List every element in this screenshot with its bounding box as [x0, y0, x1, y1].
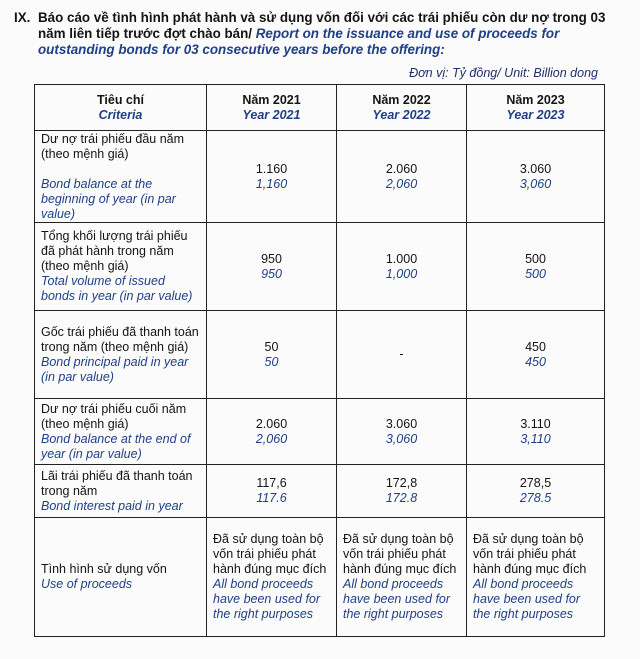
table-row [35, 311, 605, 399]
criteria-en: Bond balance at the end of year (in par value) [41, 431, 191, 461]
value-vi: 172,8 [385, 476, 418, 490]
value-en: 1,000 [385, 266, 418, 281]
value-en: 278.5 [519, 491, 552, 505]
criteria-vi: Tình hình sử dụng vốn [41, 562, 167, 576]
value-vi: 450 [525, 339, 546, 354]
column-header-2021 [207, 85, 337, 131]
criteria-cell [35, 399, 207, 465]
column-header-en: Year 2022 [372, 107, 431, 122]
use-of-proceeds-en: All bond proceeds have been used for the right purposes [213, 577, 321, 621]
value-en: 500 [525, 266, 546, 281]
table-row [35, 223, 605, 311]
column-header-vi: Năm 2021 [242, 92, 301, 107]
criteria-cell [35, 223, 207, 311]
criteria-en: Total volume of issued bonds in year (in par value) [41, 274, 193, 303]
value-cell-2021 [207, 311, 337, 399]
criteria-vi: Dư nợ trái phiếu đầu năm (theo mệnh giá) [41, 131, 185, 161]
value-vi: 3.110 [520, 416, 551, 431]
section-heading-en: Report on the issuance and use of proceeds for outstanding bonds for 03 consecutive years before the offering: [38, 26, 560, 57]
column-header-vi: Năm 2022 [372, 92, 431, 107]
value-vi: 1.000 [385, 251, 418, 266]
criteria-cell [35, 465, 207, 518]
value-vi: 2.060 [385, 161, 418, 176]
value-en: 3,060 [519, 176, 552, 191]
criteria-en: Use of proceeds [41, 577, 133, 591]
value-en: 50 [264, 354, 279, 369]
value-cell-2022 [337, 223, 467, 311]
value-en: 950 [261, 266, 282, 281]
value-en: 117.6 [256, 491, 287, 505]
column-header-vi: Tiêu chí [96, 92, 144, 107]
value-vi: 500 [525, 251, 546, 266]
table-row [35, 399, 605, 465]
value-vi: 3.060 [519, 161, 552, 176]
criteria-cell [35, 311, 207, 399]
column-header-2022 [337, 85, 467, 131]
table-header-row [35, 85, 605, 131]
table-row [35, 518, 605, 637]
value-vi: 117,6 [256, 476, 287, 490]
value-cell-2022 [337, 131, 467, 223]
criteria-vi: Lãi trái phiếu đã thanh toán trong năm [41, 468, 193, 498]
criteria-en: Bond interest paid in year [41, 498, 183, 513]
criteria-cell [35, 518, 207, 637]
column-header-en: Criteria [98, 107, 143, 122]
section-heading-vi: Báo cáo về tình hình phát hành và sử dụng vốn đối với các trái phiếu còn dư nợ trong 03 năm liên tiếp trước đợt chào bán/ [38, 10, 606, 41]
value-en: 3,110 [520, 431, 551, 446]
section-heading-text [38, 10, 626, 58]
value-cell-2022 [337, 311, 467, 399]
value-en: 2,060 [385, 176, 418, 191]
criteria-en: Bond balance at the beginning of year (in par value) [41, 176, 176, 221]
value-en: 1,160 [255, 176, 288, 191]
value-en: 3,060 [385, 431, 418, 446]
value-vi: 1.160 [255, 161, 288, 176]
use-of-proceeds-vi: Đã sử dụng toàn bộ vốn trái phiếu phát hành đúng mục đích [343, 532, 457, 576]
unit-note: Đơn vị: Tỷ đồng/ Unit: Billion dong [409, 66, 598, 80]
value-cell-2023 [467, 465, 605, 518]
value-cell-2021 [207, 223, 337, 311]
table-row [35, 131, 605, 223]
value-vi: 278,5 [519, 476, 552, 490]
value-cell-2022 [337, 399, 467, 465]
value-vi: 2.060 [255, 416, 288, 431]
column-header-en: Year 2023 [506, 107, 565, 122]
use-of-proceeds-vi: Đã sử dụng toàn bộ vốn trái phiếu phát hành đúng mục đích [473, 532, 587, 576]
bond-report-table [34, 84, 605, 637]
value-cell-2021 [207, 399, 337, 465]
criteria-vi: Tổng khối lượng trái phiếu đã phát hành trong năm (theo mệnh giá) [41, 229, 188, 273]
value-cell-2021 [207, 465, 337, 518]
table-row [35, 465, 605, 518]
use-of-proceeds-vi: Đã sử dụng toàn bộ vốn trái phiếu phát hành đúng mục đích [213, 532, 327, 576]
value-en: 450 [525, 354, 546, 369]
value-en: 172.8 [385, 491, 418, 505]
column-header-vi: Năm 2023 [506, 92, 565, 107]
criteria-en: Bond principal paid in year (in par value) [41, 354, 189, 384]
column-header-criteria [35, 85, 207, 131]
value-cell-2023 [467, 223, 605, 311]
use-of-proceeds-cell-2021 [207, 518, 337, 637]
value-vi: 3.060 [385, 416, 418, 431]
value-cell-2023 [467, 131, 605, 223]
use-of-proceeds-en: All bond proceeds have been used for the right purposes [473, 577, 581, 621]
section-number: IX. [14, 10, 31, 25]
criteria-vi: Dư nợ trái phiếu cuối năm (theo mệnh giá) [41, 401, 187, 431]
criteria-vi: Gốc trái phiếu đã thanh toán trong năm (theo mệnh giá) [41, 324, 199, 354]
value-cell-2021 [207, 131, 337, 223]
column-header-2023 [467, 85, 605, 131]
value-vi: - [399, 347, 404, 361]
value-vi: 950 [261, 251, 282, 266]
use-of-proceeds-cell-2022 [337, 518, 467, 637]
use-of-proceeds-en: All bond proceeds have been used for the right purposes [343, 577, 451, 621]
value-vi: 50 [264, 339, 279, 354]
column-header-en: Year 2021 [242, 107, 301, 122]
section-heading [14, 10, 626, 58]
criteria-cell [35, 131, 207, 223]
value-cell-2022 [337, 465, 467, 518]
value-cell-2023 [467, 311, 605, 399]
value-en: 2,060 [255, 431, 288, 446]
value-cell-2023 [467, 399, 605, 465]
use-of-proceeds-cell-2023 [467, 518, 605, 637]
